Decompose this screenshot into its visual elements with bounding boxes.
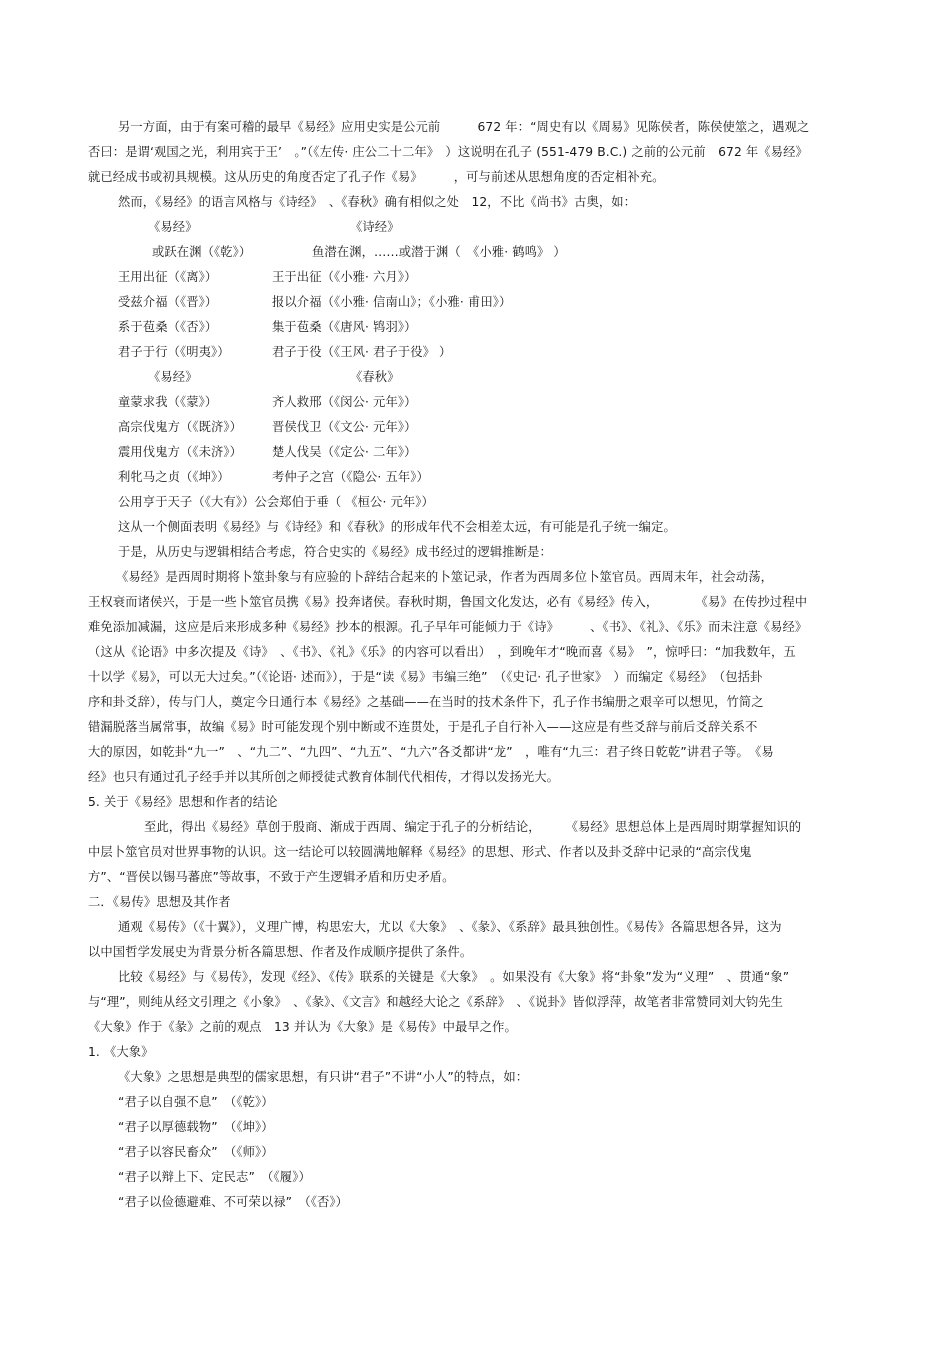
comparison-left: 高宗伐鬼方（《既济》） <box>118 420 243 434</box>
comparison-left: 童蒙求我（《蒙》） <box>118 395 218 409</box>
section-heading: 5. 关于《易经》思想和作者的结论 <box>88 795 278 809</box>
paragraph-line: 《易经》是西周时期将卜筮卦象与有应验的卜辞结合起来的卜筮记录，作者为西周多位卜筮官员。西周末年，社会动荡， <box>116 570 774 584</box>
paragraph-line: 《大象》之思想是典型的儒家思想，有只讲“君子”不讲“小人”的特点，如： <box>118 1070 529 1084</box>
comparison-left: 利牝马之贞（《坤》） <box>118 470 230 484</box>
paragraph-line: 与“理”，则纯从经文引理之《小象》 、《彖》、《文言》和越经大论之《系辞》 、《说卦》皆似浮萍，故笔者非常赞同刘大钧先生 <box>88 995 784 1009</box>
comparison-left: 震用伐鬼方（《未济》） <box>118 445 243 459</box>
paragraph-line: （这从《论语》中多次提及《诗》 、《书》、《礼》《乐》的内容可以看出） ，到晚年才“晚而喜《易》 ”，惊呼曰：“加我数年，五 <box>88 645 796 659</box>
quote-line: “君子以容民畜众” （《师》） <box>118 1145 274 1159</box>
paragraph-line: 难免添加减漏，这应是后来形成多种《易经》抄本的根源。孔子早年可能倾力于《诗》 、《书》、《礼》、《乐》而未注意《易经》 <box>88 620 808 634</box>
column-header: 《诗经》 <box>350 220 400 234</box>
comparison-left: 或跃在渊（《乾》） <box>152 245 252 259</box>
comparison-right: 考仲子之宫（《隐公· 五年》） <box>272 470 429 484</box>
comparison-left: 系于苞桑（《否》） <box>118 320 218 334</box>
paragraph-line: 至此，得出《易经》草创于殷商、渐成于西周、编定于孔子的分析结论， 《易经》思想总体上是西周时期掌握知识的 <box>144 820 802 834</box>
paragraph-line: 《大象》作于《彖》之前的观点 13 并认为《大象》是《易传》中最早之作。 <box>88 1020 517 1034</box>
comparison-right: 齐人救邢（《闵公· 元年》） <box>272 395 417 409</box>
comparison-right: 晋侯伐卫（《文公· 元年》） <box>272 420 417 434</box>
comparison-right: 楚人伐吴（《定公· 二年》） <box>272 445 417 459</box>
comparison-right: 集于苞桑（《唐风· 鸨羽》） <box>272 320 417 334</box>
paragraph-line: 这从一个侧面表明《易经》与《诗经》和《春秋》的形成年代不会相差太远，有可能是孔子统一编定。 <box>118 520 676 534</box>
paragraph-line: 于是，从历史与逻辑相结合考虑，符合史实的《易经》成书经过的逻辑推断是： <box>118 545 552 559</box>
comparison-left: 受兹介福（《晋》） <box>118 295 218 309</box>
paragraph-line: 序和卦爻辞），传与门人，奠定今日通行本《易经》之基础——在当时的技术条件下，孔子作书编册之艰辛可以想见，竹简之 <box>88 695 764 709</box>
column-header: 《易经》 <box>148 220 198 234</box>
quote-line: “君子以厚德载物” （《坤》） <box>118 1120 274 1134</box>
comparison-right: 王于出征（《小雅· 六月》） <box>272 270 417 284</box>
paragraph-line: 王权衰而诸侯兴，于是一些卜筮官员携《易》投奔诸侯。春秋时期，鲁国文化发达，必有《易经》传入， 《易》在传抄过程中 <box>88 595 808 609</box>
comparison-left: 君子于行（《明夷》） <box>118 345 230 359</box>
paragraph-line: 然而，《易经》的语言风格与《诗经》 、《春秋》确有相似之处 12，不比《尚书》古奥，如： <box>118 195 637 209</box>
paragraph-line: 就已经成书或初具规模。这从历史的角度否定了孔子作《易》 ，可与前述从思想角度的否定相补充。 <box>88 170 665 184</box>
quote-line: “君子以自强不息” （《乾》） <box>118 1095 274 1109</box>
comparison-left: 王用出征（《离》） <box>118 270 218 284</box>
paragraph-line: 通观《易传》（《十翼》），义理广博，构思宏大，尤以《大象》 、《彖》、《系辞》最具独创性。《易传》各篇思想各异，这为 <box>118 920 782 934</box>
column-header: 《春秋》 <box>350 370 400 384</box>
paragraph-line: 中层卜筮官员对世界事物的认识。这一结论可以较圆满地解释《易经》的思想、形式、作者以及卦爻辞中记录的“高宗伐鬼 <box>88 845 752 859</box>
section-heading: 二．《易传》思想及其作者 <box>88 895 231 909</box>
comparison-right: 鱼潜在渊，……或潜于渊（ 《小雅· 鹤鸣》 ） <box>312 245 566 259</box>
paragraph-line: 以中国哲学发展史为背景分析各篇思想、作者及作成顺序提供了条件。 <box>88 945 473 959</box>
comparison-right: 君子于役（《王风· 君子于役》 ） <box>272 345 452 359</box>
column-header: 《易经》 <box>148 370 198 384</box>
paragraph-line: 另一方面，由于有案可稽的最早《易经》应用史实是公元前 672 年：“周史有以《周易》见陈侯者，陈侯使筮之，遇观之 <box>118 120 810 134</box>
paragraph-line: 否曰：是谓‘观国之光，利用宾于王’ 。”（《左传· 庄公二十二年》 ）这说明在孔子 (551-479 B.C.) 之前的公元前 672 年《易经》 <box>88 145 808 159</box>
paragraph-line: 比较《易经》与《易传》，发现《经》、《传》联系的关键是《大象》 。如果没有《大象》将“卦象”发为“义理” 、贯通“象” <box>118 970 790 984</box>
paragraph-line: 大的原因，如乾卦“九一” 、“九二”、“九四”、“九五”、“九六”各爻都讲“龙” ，唯有“九三：君子终日乾乾”讲君子等。 《易 <box>88 745 774 759</box>
paragraph-line: 十以学《易》，可以无大过矣。”（《论语· 述而》），于是“读《易》韦编三绝” （《史记· 孔子世家》 ）而编定《易经》 （包括卦 <box>88 670 763 684</box>
paragraph-line: 经》也只有通过孔子经手并以其所创之师授徒式教育体制代代相传，才得以发扬光大。 <box>88 770 560 784</box>
quote-line: “君子以俭德避难、不可荣以禄” （《否》） <box>118 1195 349 1209</box>
paragraph-line: 方”、“晋侯以锡马蕃庶”等故事，不致于产生逻辑矛盾和历史矛盾。 <box>88 870 455 884</box>
subsection-heading: 1. 《大象》 <box>88 1045 154 1059</box>
comparison-pair: 公用亨于天子（《大有》）公会郑伯于垂（ 《桓公· 元年》） <box>118 495 434 509</box>
paragraph-line: 错漏脱落当属常事，故编《易》时可能发现个别中断或不连贯处，于是孔子自行补入——这应是有些爻辞与前后爻辞关系不 <box>88 720 758 734</box>
quote-line: “君子以辩上下、定民志” （《履》） <box>118 1170 311 1184</box>
comparison-right: 报以介福（《小雅· 信南山》；《小雅· 甫田》） <box>272 295 512 309</box>
